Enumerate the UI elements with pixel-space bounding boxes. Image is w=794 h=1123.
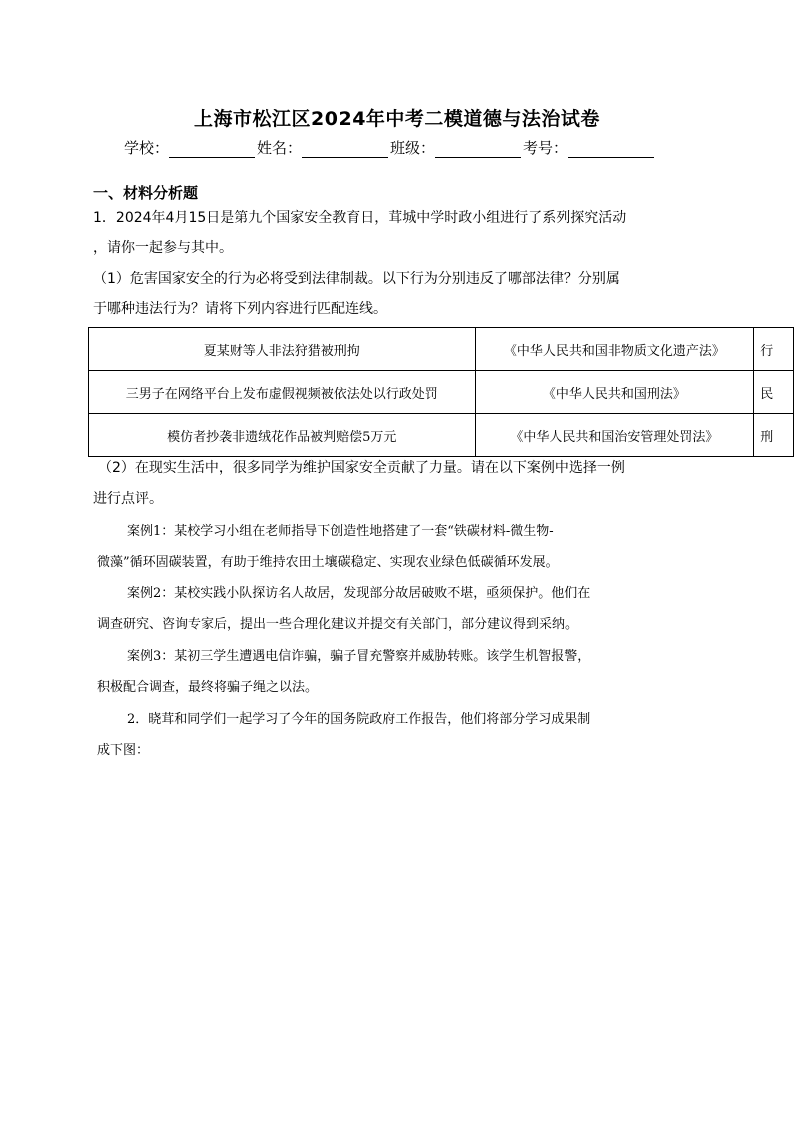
case-1-line-2: 微藻”循环固碳装置，有助于维持农田土壤碳稳定、实现农业绿色低碳循环发展。 bbox=[97, 555, 559, 570]
law-cell: 《中华人民共和国治安管理处罚法》 bbox=[475, 414, 754, 457]
table-row bbox=[89, 371, 794, 414]
name-blank[interactable] bbox=[302, 142, 388, 158]
case-2-line-2: 调查研究、咨询专家后，提出一些合理化建议并提交有关部门，部分建议得到采纳。 bbox=[97, 617, 579, 632]
class-blank[interactable] bbox=[435, 142, 521, 158]
q1-line-2: ，请你一起参与其中。 bbox=[93, 240, 233, 256]
law-cell: 《中华人民共和国刑法》 bbox=[475, 371, 754, 414]
q1-sub1-line-1: （1）危害国家安全的行为必将受到法律制裁。以下行为分别违反了哪部法律？分别属 bbox=[93, 271, 620, 287]
school-blank[interactable] bbox=[169, 142, 255, 158]
q1-sub1-line-2: 于哪种违法行为？请将下列内容进行匹配连线。 bbox=[93, 301, 387, 317]
case-2-line-1: 案例2：某校实践小队探访名人故居，发现部分故居破败不堪，亟须保护。他们在 bbox=[127, 586, 591, 601]
exam-number-blank[interactable] bbox=[568, 142, 654, 158]
school-label: 学校： bbox=[124, 139, 170, 157]
q1-sub2-line-2: 进行点评。 bbox=[93, 491, 163, 507]
case-3-line-1: 案例3：某初三学生遭遇电信诈骗，骗子冒充警察并威胁转账。该学生机智报警， bbox=[127, 649, 591, 664]
page-title: 上海市松江区2024年中考二模道德与法治试卷 bbox=[194, 108, 600, 130]
violation-type-cell: 刑 bbox=[754, 414, 794, 457]
law-cell: 《中华人民共和国非物质文化遗产法》 bbox=[475, 328, 754, 371]
class-label: 班级： bbox=[390, 139, 436, 157]
exam-number-label: 考号： bbox=[523, 139, 569, 157]
violation-type-cell: 民 bbox=[754, 371, 794, 414]
student-info-row bbox=[124, 137, 656, 158]
behavior-cell: 模仿者抄袭非遗绒花作品被判赔偿5万元 bbox=[89, 414, 476, 457]
q1-sub2-line-1: （2）在现实生活中，很多同学为维护国家安全贡献了力量。请在以下案例中选择一例 bbox=[98, 460, 625, 476]
matching-table bbox=[88, 327, 794, 457]
case-1-line-1: 案例1：某校学习小组在老师指导下创造性地搭建了一套“铁碳材料-微生物- bbox=[127, 524, 554, 539]
behavior-cell: 夏某财等人非法狩猎被刑拘 bbox=[89, 328, 476, 371]
behavior-cell: 三男子在网络平台上发布虚假视频被依法处以行政处罚 bbox=[89, 371, 476, 414]
name-label: 姓名： bbox=[257, 139, 303, 157]
q2-line-2: 成下图： bbox=[97, 743, 150, 758]
q2-line-1: 2．晓茸和同学们一起学习了今年的国务院政府工作报告，他们将部分学习成果制 bbox=[127, 712, 591, 727]
case-3-line-2: 积极配合调查，最终将骗子绳之以法。 bbox=[97, 680, 319, 695]
table-row bbox=[89, 414, 794, 457]
table-row bbox=[89, 328, 794, 371]
violation-type-cell: 行 bbox=[754, 328, 794, 371]
q1-line-1: 1．2024年4月15日是第九个国家安全教育日，茸城中学时政小组进行了系列探究活动 bbox=[93, 210, 627, 226]
section-heading: 一、材料分析题 bbox=[93, 184, 199, 202]
